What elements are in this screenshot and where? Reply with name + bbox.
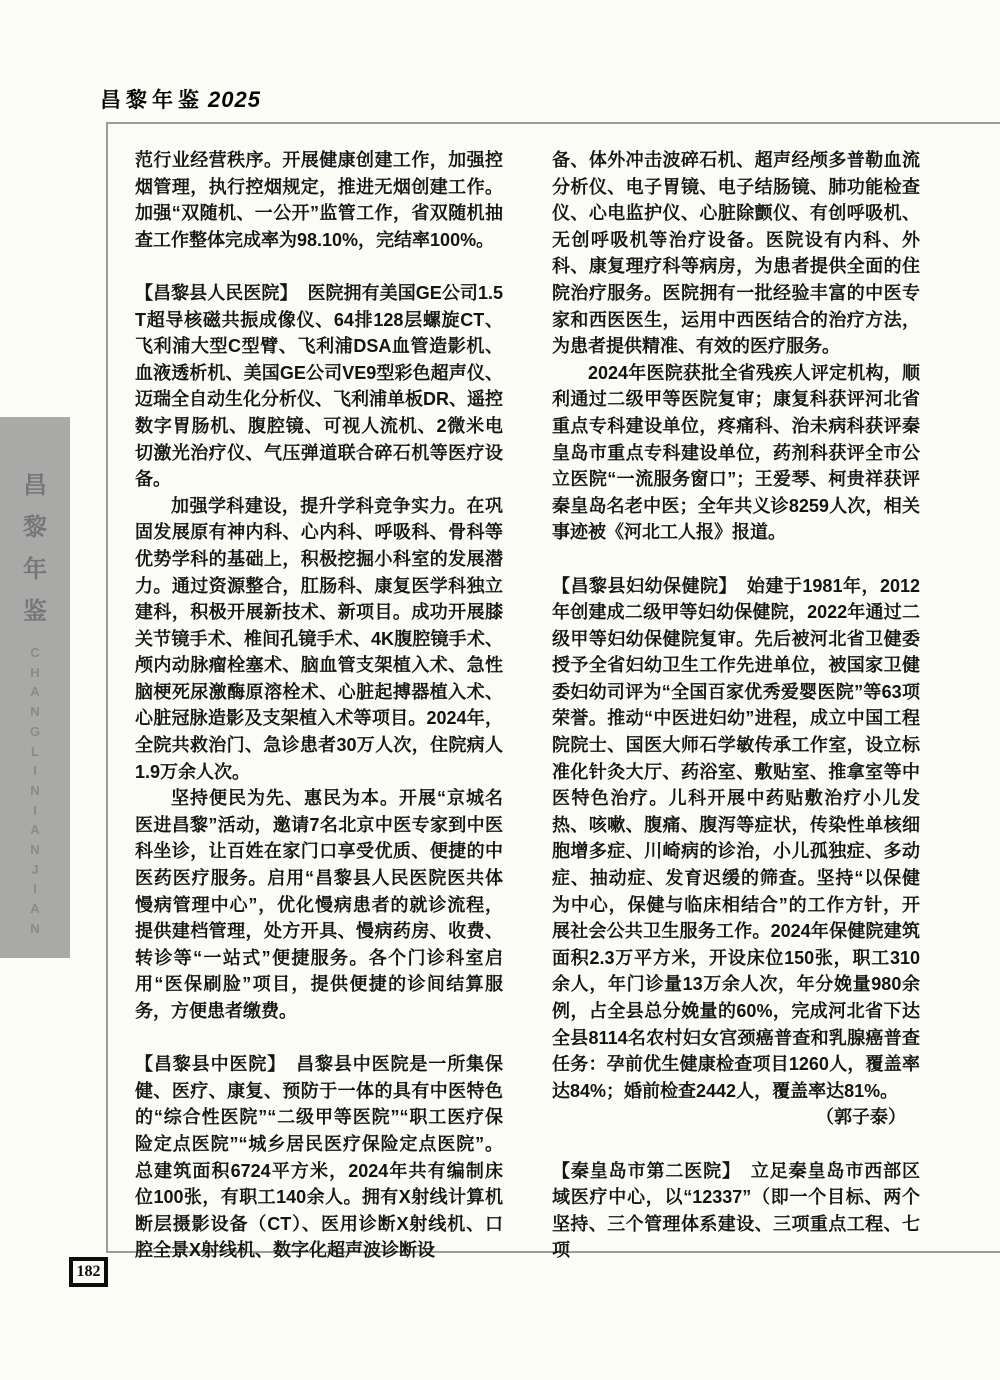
sidebar-pinyin: [30, 643, 40, 939]
yearbook-logo: [100, 84, 261, 114]
sidebar-vertical-band: [0, 417, 70, 958]
sidebar-pinyin-letter: I: [33, 763, 37, 779]
entry-heading: 【昌黎县妇幼保健院】: [552, 575, 738, 596]
entry-text: 昌黎县中医院是一所集保健、医疗、康复、预防于一体的具有中医特色的“综合性医院”“二级甲等医院”“职工医疗保险定点医院”“城乡居民医疗保险定点医院”。总建筑面积6724平方米，2024年共有编制床位100张，有职工140余人。拥有X射线计算机断层摄影设备（CT）、医用诊断X射线机、口腔全景X射线机、数字化超声波诊断设: [135, 1054, 504, 1261]
entry-paragraph: [135, 280, 503, 493]
entry-text: 立足秦皇岛市西部区域医疗中心，以“12337”（即一个目标、两个坚持、三个管理体系建设、三项重点工程、七项: [552, 1160, 921, 1261]
article-column-right: [552, 147, 920, 1264]
entry-heading: 【秦皇岛市第二医院】: [552, 1160, 741, 1181]
continuation-paragraph: 范行业经营秩序。开展健康创建工作，加强控烟管理，执行控烟规定，推进无烟创建工作。加强“双随机、一公开”监管工作，省双随机抽查工作整体完成率为98.10%，完结率100%。: [135, 150, 503, 250]
sidebar-pinyin-letter: I: [33, 802, 37, 818]
page-number-box: [69, 1257, 108, 1287]
entry-paragraph: [552, 1158, 920, 1264]
sidebar-title-char: 昌: [23, 471, 47, 499]
sidebar-pinyin-letter: J: [31, 861, 39, 877]
body-paragraph: 加强学科建设，提升学科竞争实力。在巩固发展原有神内科、心内科、呼吸科、骨科等优势学科的基础上，积极挖掘小科室的发展潜力。通过资源整合，肛肠科、康复医学科独立建科，积极开展新技术、新项目。成功开展膝关节镜手术、椎间孔镜手术、4K腹腔镜手术、颅内动脉瘤栓塞术、脑血管支架植入术、急性脑梗死尿激酶原溶栓术、心脏起搏器植入术、心脏冠脉造影及支架植入术等项目。2024年，全院共救治门、急诊患者30万人次，住院病人1.9万余人次。: [135, 495, 503, 782]
continuation-paragraph: 备、体外冲击波碎石机、超声经颅多普勒血流分析仪、电子胃镜、电子结肠镜、肺功能检查仪、心电监护仪、心脏除颤仪、有创呼吸机、无创呼吸机等治疗设备。医院设有内科、外科、康复理疗科等病房，为患者提供全面的住院治疗服务。医院拥有一批经验丰富的中医专家和西医医生，运用中西医结合的治疗方法，为患者提供精准、有效的医疗服务。: [552, 150, 920, 357]
sidebar-pinyin-letter: A: [30, 901, 40, 917]
sidebar-pinyin-letter: C: [30, 645, 40, 660]
sidebar-pinyin-letter: G: [29, 723, 41, 739]
sidebar-pinyin-letter: I: [33, 881, 37, 897]
entry-text: 始建于1981年，2012年创建成二级甲等妇幼保健院，2022年通过二级甲等妇幼保健院复审。先后被河北省卫健委授予全省妇幼卫生工作先进单位，被国家卫健委妇幼司评为“全国百家优秀爱婴医院”等63项荣誉。推动“中医进妇幼”进程，成立中国工程院院士、国医大师石学敏传承工作室，设立标准化针灸大厅、药浴室、敷贴室、推拿室等中医特色治疗。儿科开展中药贴敷治疗小儿发热、咳嗽、腹痛、腹泻等症状，传染性单核细胞增多症、川崎病的诊治，小儿孤独症、多动症、抽动症、发育迟缓的筛查。坚持“以保健为中心，保健与临床相结合”的工作方针，开展社会公共卫生服务工作。2024年保健院建筑面积2.3万平方米，开设床位150张，职工310余人，年门诊量13万余人次，年分娩量980余例，占全县总分娩量的60%，完成河北省下达全县8114名农村妇女宫颈癌普查和乳腺癌普查任务：孕前优生健康检查项目1260人，覆盖率达84%；婚前检查2442人，覆盖率达81%。: [552, 575, 920, 1101]
attribution-line: （郭子泰）: [816, 1107, 906, 1128]
sidebar-pinyin-letter: N: [30, 920, 40, 936]
entry-heading: 【昌黎县中医院】: [135, 1054, 287, 1075]
sidebar-title-char: 鉴: [23, 597, 47, 625]
page-number: 182: [76, 1263, 101, 1280]
sidebar-pinyin-letter: A: [30, 684, 40, 700]
sidebar-pinyin-letter: N: [30, 704, 40, 720]
sidebar-pinyin-letter: L: [31, 743, 39, 759]
sidebar-pinyin-letter: A: [30, 822, 40, 838]
sidebar-title-char: 黎: [23, 513, 47, 541]
entry-text: 医院拥有美国GE公司1.5T超导核磁共振成像仪、64排128层螺旋CT、飞利浦大型C型臂、飞利浦DSA血管造影机、血液透析机、美国GE公司VE9型彩色超声仪、迈瑞全自动生化分析仪、飞利浦单板DR、遥控数字胃肠机、腹腔镜、可视人流机、2微米电切激光治疗仪、气压弹道联合碎石机等医疗设备。: [135, 282, 504, 490]
yearbook-logo-title: 昌黎年鉴: [100, 89, 204, 112]
body-paragraph: 坚持便民为先、惠民为本。开展“京城名医进昌黎”活动，邀请7名北京中医专家到中医科坐诊，让百姓在家门口享受优质、便捷的中医药医疗服务。启用“昌黎县人民医院医共体慢病管理中心”，优化慢病患者的就诊流程，提供建档管理，处方开具、慢病药房、收费、转诊等“一站式”便捷服务。各个门诊科室启用“医保刷脸”项目，提供便捷的诊间结算服务，方便患者缴费。: [135, 788, 503, 1021]
body-paragraph: 2024年医院获批全省残疾人评定机构，顺利通过二级甲等医院复审；康复科获评河北省重点专科建设单位，疼痛科、治未病科获评秦皇岛市重点专科建设单位，药剂科获评全市公立医院“一流服务窗口”；王爱琴、柯贵祥获评秦皇岛名老中医；全年共义诊8259人次，相关事迹被《河北工人报》报道。: [552, 362, 920, 543]
article-column-left: [135, 147, 503, 1264]
sidebar-pinyin-letter: H: [30, 664, 40, 680]
sidebar-pinyin-letter: N: [30, 782, 40, 798]
entry-heading: 【昌黎县人民医院】: [135, 282, 298, 303]
entry-paragraph: [135, 1051, 503, 1264]
sidebar-pinyin-letter: N: [30, 842, 40, 858]
entry-paragraph: [552, 573, 920, 1105]
sidebar-title-char: 年: [23, 555, 47, 583]
yearbook-logo-year: 2025: [208, 87, 261, 112]
